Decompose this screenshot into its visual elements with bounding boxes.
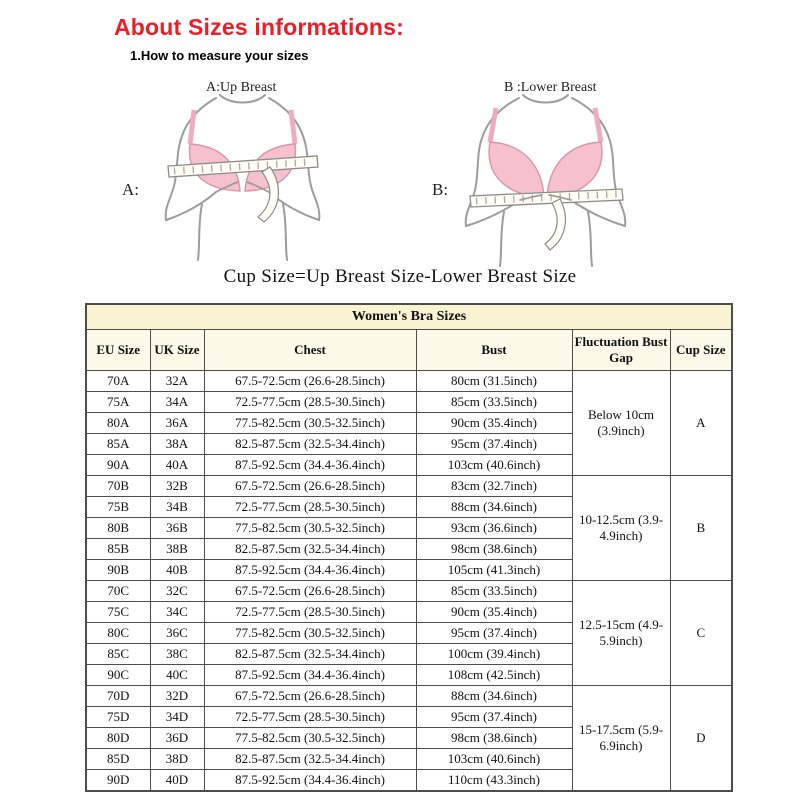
measuring-lower-breast-illustration [448,92,643,268]
size-cell: 40C [150,665,204,686]
size-cell: 82.5-87.5cm (32.5-34.4inch) [204,749,416,770]
size-cell: 83cm (32.7inch) [416,476,572,497]
size-cell: 34B [150,497,204,518]
size-cell: 88cm (34.6inch) [416,686,572,707]
size-row [86,371,732,392]
size-cell: 77.5-82.5cm (30.5-32.5inch) [204,623,416,644]
size-cell: 36A [150,413,204,434]
measuring-up-breast-illustration [150,92,335,264]
size-cell: 80cm (31.5inch) [416,371,572,392]
size-cell: 67.5-72.5cm (26.6-28.5inch) [204,476,416,497]
size-cell: 90A [86,455,150,476]
size-row [86,581,732,602]
fluctuation-bust-gap-cell: 15-17.5cm (5.9-6.9inch) [572,686,670,791]
size-cell: 85B [86,539,150,560]
size-cell: 85C [86,644,150,665]
bra-size-table [85,303,733,792]
table-title-row [86,304,732,329]
figure-a-caption: A:Up Breast [206,80,277,95]
size-cell: 32A [150,371,204,392]
page-subtitle: 1.How to measure your sizes [130,48,309,63]
size-cell: 85cm (33.5inch) [416,392,572,413]
size-cell: 90D [86,770,150,791]
size-cell: 40A [150,455,204,476]
size-cell: 77.5-82.5cm (30.5-32.5inch) [204,518,416,539]
size-cell: 32C [150,581,204,602]
cup-size-cell: B [670,476,732,581]
size-cell: 82.5-87.5cm (32.5-34.4inch) [204,644,416,665]
table-header-row [86,329,732,371]
size-cell: 80C [86,623,150,644]
size-cell: 87.5-92.5cm (34.4-36.4inch) [204,770,416,791]
size-cell: 110cm (43.3inch) [416,770,572,791]
size-cell: 87.5-92.5cm (34.4-36.4inch) [204,560,416,581]
size-cell: 75A [86,392,150,413]
size-cell: 103cm (40.6inch) [416,749,572,770]
size-cell: 85D [86,749,150,770]
column-header: Chest [204,329,416,371]
size-cell: 85A [86,434,150,455]
table-body [86,371,732,791]
size-cell: 103cm (40.6inch) [416,455,572,476]
size-cell: 34D [150,707,204,728]
column-header: Bust [416,329,572,371]
size-cell: 80B [86,518,150,539]
size-cell: 100cm (39.4inch) [416,644,572,665]
size-cell: 90cm (35.4inch) [416,602,572,623]
size-cell: 38D [150,749,204,770]
size-cell: 95cm (37.4inch) [416,434,572,455]
size-cell: 38B [150,539,204,560]
size-cell: 88cm (34.6inch) [416,497,572,518]
size-cell: 87.5-92.5cm (34.4-36.4inch) [204,665,416,686]
column-header: EU Size [86,329,150,371]
column-header: Cup Size [670,329,732,371]
figure-b-caption: B :Lower Breast [504,80,597,95]
size-cell: 72.5-77.5cm (28.5-30.5inch) [204,707,416,728]
size-cell: 70A [86,371,150,392]
size-cell: 80D [86,728,150,749]
figure-b-label: B: [432,180,449,199]
size-cell: 70D [86,686,150,707]
cup-size-cell: A [670,371,732,476]
fluctuation-bust-gap-cell: 10-12.5cm (3.9-4.9inch) [572,476,670,581]
size-cell: 80A [86,413,150,434]
size-cell: 105cm (41.3inch) [416,560,572,581]
size-cell: 34C [150,602,204,623]
size-cell: 82.5-87.5cm (32.5-34.4inch) [204,434,416,455]
size-cell: 90cm (35.4inch) [416,413,572,434]
column-header: UK Size [150,329,204,371]
size-cell: 36D [150,728,204,749]
size-cell: 95cm (37.4inch) [416,707,572,728]
size-cell: 38C [150,644,204,665]
size-cell: 85cm (33.5inch) [416,581,572,602]
size-row [86,476,732,497]
size-cell: 75D [86,707,150,728]
cup-size-cell: D [670,686,732,791]
size-cell: 95cm (37.4inch) [416,623,572,644]
size-cell: 32D [150,686,204,707]
size-cell: 72.5-77.5cm (28.5-30.5inch) [204,392,416,413]
size-cell: 67.5-72.5cm (26.6-28.5inch) [204,581,416,602]
size-cell: 40B [150,560,204,581]
table-title: Women's Bra Sizes [86,304,732,329]
size-cell: 75B [86,497,150,518]
size-cell: 72.5-77.5cm (28.5-30.5inch) [204,497,416,518]
size-cell: 72.5-77.5cm (28.5-30.5inch) [204,602,416,623]
size-cell: 67.5-72.5cm (26.6-28.5inch) [204,686,416,707]
size-cell: 90C [86,665,150,686]
size-cell: 70B [86,476,150,497]
size-cell: 36B [150,518,204,539]
size-cell: 98cm (38.6inch) [416,728,572,749]
size-cell: 98cm (38.6inch) [416,539,572,560]
size-cell: 34A [150,392,204,413]
column-header: Fluctuation Bust Gap [572,329,670,371]
size-cell: 75C [86,602,150,623]
size-cell: 77.5-82.5cm (30.5-32.5inch) [204,728,416,749]
size-cell: 36C [150,623,204,644]
size-row [86,686,732,707]
cup-size-formula: Cup Size=Up Breast Size-Lower Breast Size [223,266,577,287]
figure-a-label: A: [122,180,139,199]
size-cell: 40D [150,770,204,791]
fluctuation-bust-gap-cell: Below 10cm (3.9inch) [572,371,670,476]
size-cell: 38A [150,434,204,455]
size-cell: 67.5-72.5cm (26.6-28.5inch) [204,371,416,392]
size-cell: 77.5-82.5cm (30.5-32.5inch) [204,413,416,434]
cup-size-cell: C [670,581,732,686]
size-cell: 32B [150,476,204,497]
size-cell: 108cm (42.5inch) [416,665,572,686]
size-cell: 82.5-87.5cm (32.5-34.4inch) [204,539,416,560]
size-cell: 87.5-92.5cm (34.4-36.4inch) [204,455,416,476]
size-cell: 93cm (36.6inch) [416,518,572,539]
size-cell: 90B [86,560,150,581]
size-cell: 70C [86,581,150,602]
page-title: About Sizes informations: [114,14,404,40]
fluctuation-bust-gap-cell: 12.5-15cm (4.9-5.9inch) [572,581,670,686]
